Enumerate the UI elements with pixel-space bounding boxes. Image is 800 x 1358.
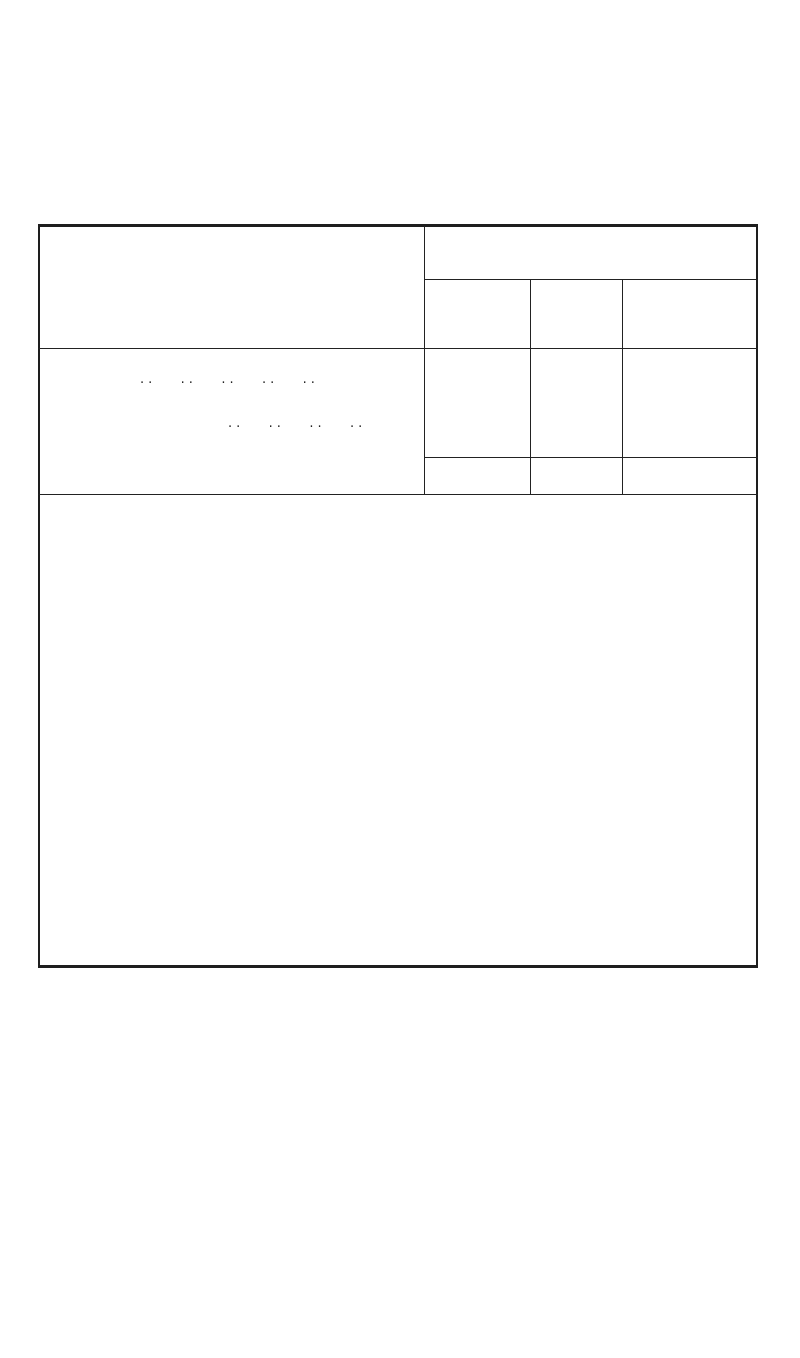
rule [424,279,758,280]
leader-dots: .. .. .. .. [228,416,367,431]
tables-frame [38,224,758,968]
rule [424,226,425,494]
rule [38,494,758,495]
leader-dots: .. .. .. .. .. [140,372,319,387]
rule [530,279,531,494]
rule [424,457,758,458]
rule [622,279,623,494]
rule [38,348,758,349]
